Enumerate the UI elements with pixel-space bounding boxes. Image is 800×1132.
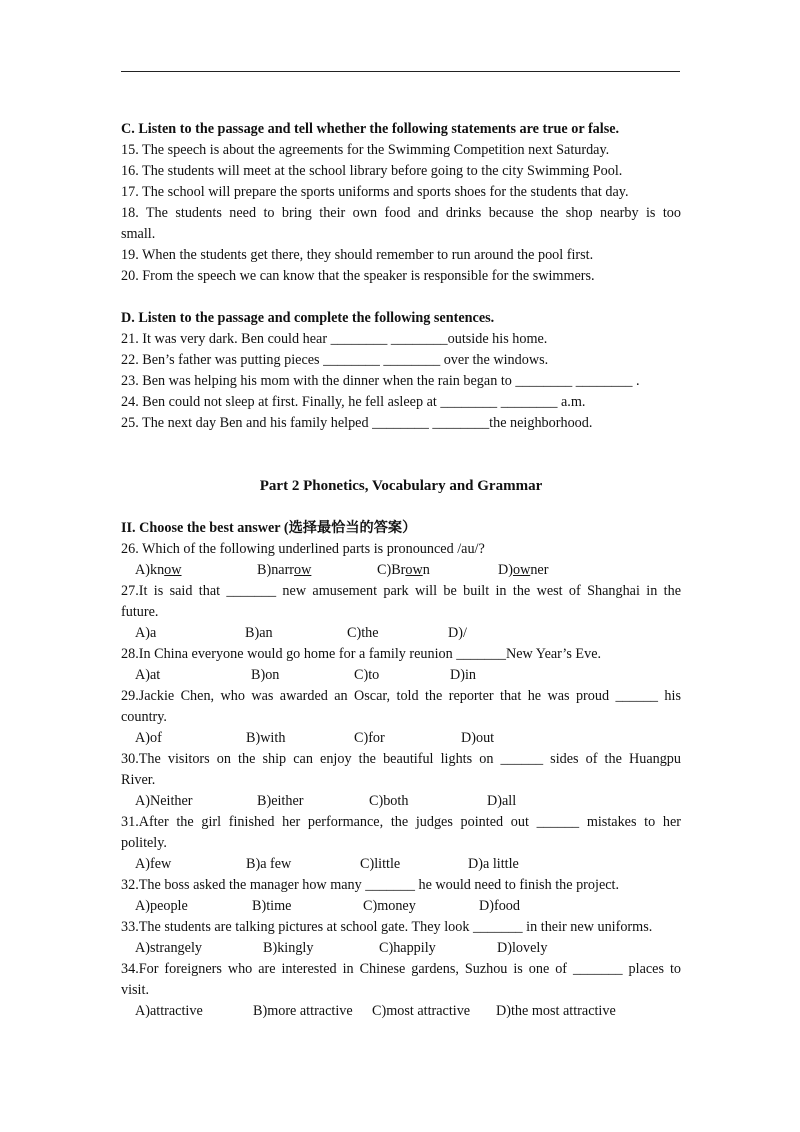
question-18: 18. The students need to bring their own food and drinks because the shop nearby is too [121, 205, 681, 221]
option-a: A)Neither [135, 793, 193, 809]
option-a: A)of [135, 730, 162, 746]
option-a: A)few [135, 856, 172, 872]
question-27-cont: future. [121, 604, 159, 620]
option-a: A)people [135, 898, 188, 914]
option-b: B)more attractive [253, 1003, 353, 1019]
question-23: 23. Ben was helping his mom with the dinner when the rain began to ________ ________ . [121, 373, 640, 389]
question-27: 27.It is said that _______ new amusement park will be built in the west of Shanghai in the [121, 583, 681, 599]
option-b: B)an [245, 625, 273, 641]
question-20: 20. From the speech we can know that the speaker is responsible for the swimmers. [121, 268, 595, 284]
option-d: D)the most attractive [496, 1003, 616, 1019]
option-b: B)a few [246, 856, 292, 872]
option-b: B)kingly [263, 940, 314, 956]
option-c: C)money [363, 898, 416, 914]
question-30: 30.The visitors on the ship can enjoy the beautiful lights on ______ sides of the Huangpu [121, 751, 681, 767]
question-29: 29.Jackie Chen, who was awarded an Oscar, told the reporter that he was proud ______ his [121, 688, 681, 704]
question-21: 21. It was very dark. Ben could hear ________ ________outside his home. [121, 331, 548, 347]
option-c: C)happily [379, 940, 436, 956]
option-a: A)attractive [135, 1003, 203, 1019]
option-b: B)either [257, 793, 304, 809]
option-b: B)with [246, 730, 286, 746]
question-32: 32.The boss asked the manager how many _______ he would need to finish the project. [121, 877, 620, 893]
option-d: D)food [479, 898, 520, 914]
option-c: C)to [354, 667, 380, 683]
option-b: B)on [251, 667, 280, 683]
question-31: 31.After the girl finished her performance, the judges pointed out ______ mistakes to her [121, 814, 681, 830]
question-19: 19. When the students get there, they should remember to run around the pool first. [121, 247, 594, 263]
option-c: C)for [354, 730, 385, 746]
question-28: 28.In China everyone would go home for a family reunion _______New Year’s Eve. [121, 646, 602, 662]
option-d: D)/ [448, 625, 467, 641]
part-2-title: Part 2 Phonetics, Vocabulary and Grammar [259, 478, 543, 494]
option-c: C)both [369, 793, 409, 809]
option-d: D)out [461, 730, 495, 746]
option-c: C)little [360, 856, 401, 872]
question-29-cont: country. [121, 709, 167, 725]
top-rule [121, 71, 680, 72]
option-d: D)in [450, 667, 477, 683]
question-25: 25. The next day Ben and his family helped ________ ________the neighborhood. [121, 415, 593, 431]
question-15: 15. The speech is about the agreements for the Swimming Competition next Saturday. [121, 142, 610, 158]
option-d: D)lovely [497, 940, 548, 956]
question-17: 17. The school will prepare the sports uniforms and sports shoes for the students that day. [121, 184, 629, 200]
question-34: 34.For foreigners who are interested in Chinese gardens, Suzhou is one of _______ places to [121, 961, 681, 977]
option-c: C)Brown [377, 562, 430, 578]
section-c-heading: C. Listen to the passage and tell whether the following statements are true or false. [121, 121, 620, 137]
option-c: C)most attractive [372, 1003, 471, 1019]
option-d: D)owner [498, 562, 549, 578]
option-b: B)narrow [257, 562, 312, 578]
option-b: B)time [252, 898, 292, 914]
section-d-heading: D. Listen to the passage and complete the following sentences. [121, 310, 495, 326]
question-18-cont: small. [121, 226, 156, 242]
option-c: C)the [347, 625, 379, 641]
question-34-cont: visit. [121, 982, 149, 998]
option-d: D)all [487, 793, 517, 809]
option-a: A)at [135, 667, 161, 683]
question-26: 26. Which of the following underlined parts is pronounced /au/? [121, 541, 485, 557]
option-a: A)know [135, 562, 182, 578]
question-24: 24. Ben could not sleep at first. Finally, he fell asleep at ________ ________ a.m. [121, 394, 586, 410]
section-ii-heading: II. Choose the best answer (选择最恰当的答案） [121, 520, 417, 536]
option-a: A)strangely [135, 940, 202, 956]
question-30-cont: River. [121, 772, 156, 788]
option-a: A)a [135, 625, 157, 641]
question-33: 33.The students are talking pictures at school gate. They look _______ in their new uniforms. [121, 919, 653, 935]
question-31-cont: politely. [121, 835, 167, 851]
option-d: D)a little [468, 856, 519, 872]
question-22: 22. Ben’s father was putting pieces ________ ________ over the windows. [121, 352, 549, 368]
question-16: 16. The students will meet at the school library before going to the city Swimming Pool. [121, 163, 623, 179]
